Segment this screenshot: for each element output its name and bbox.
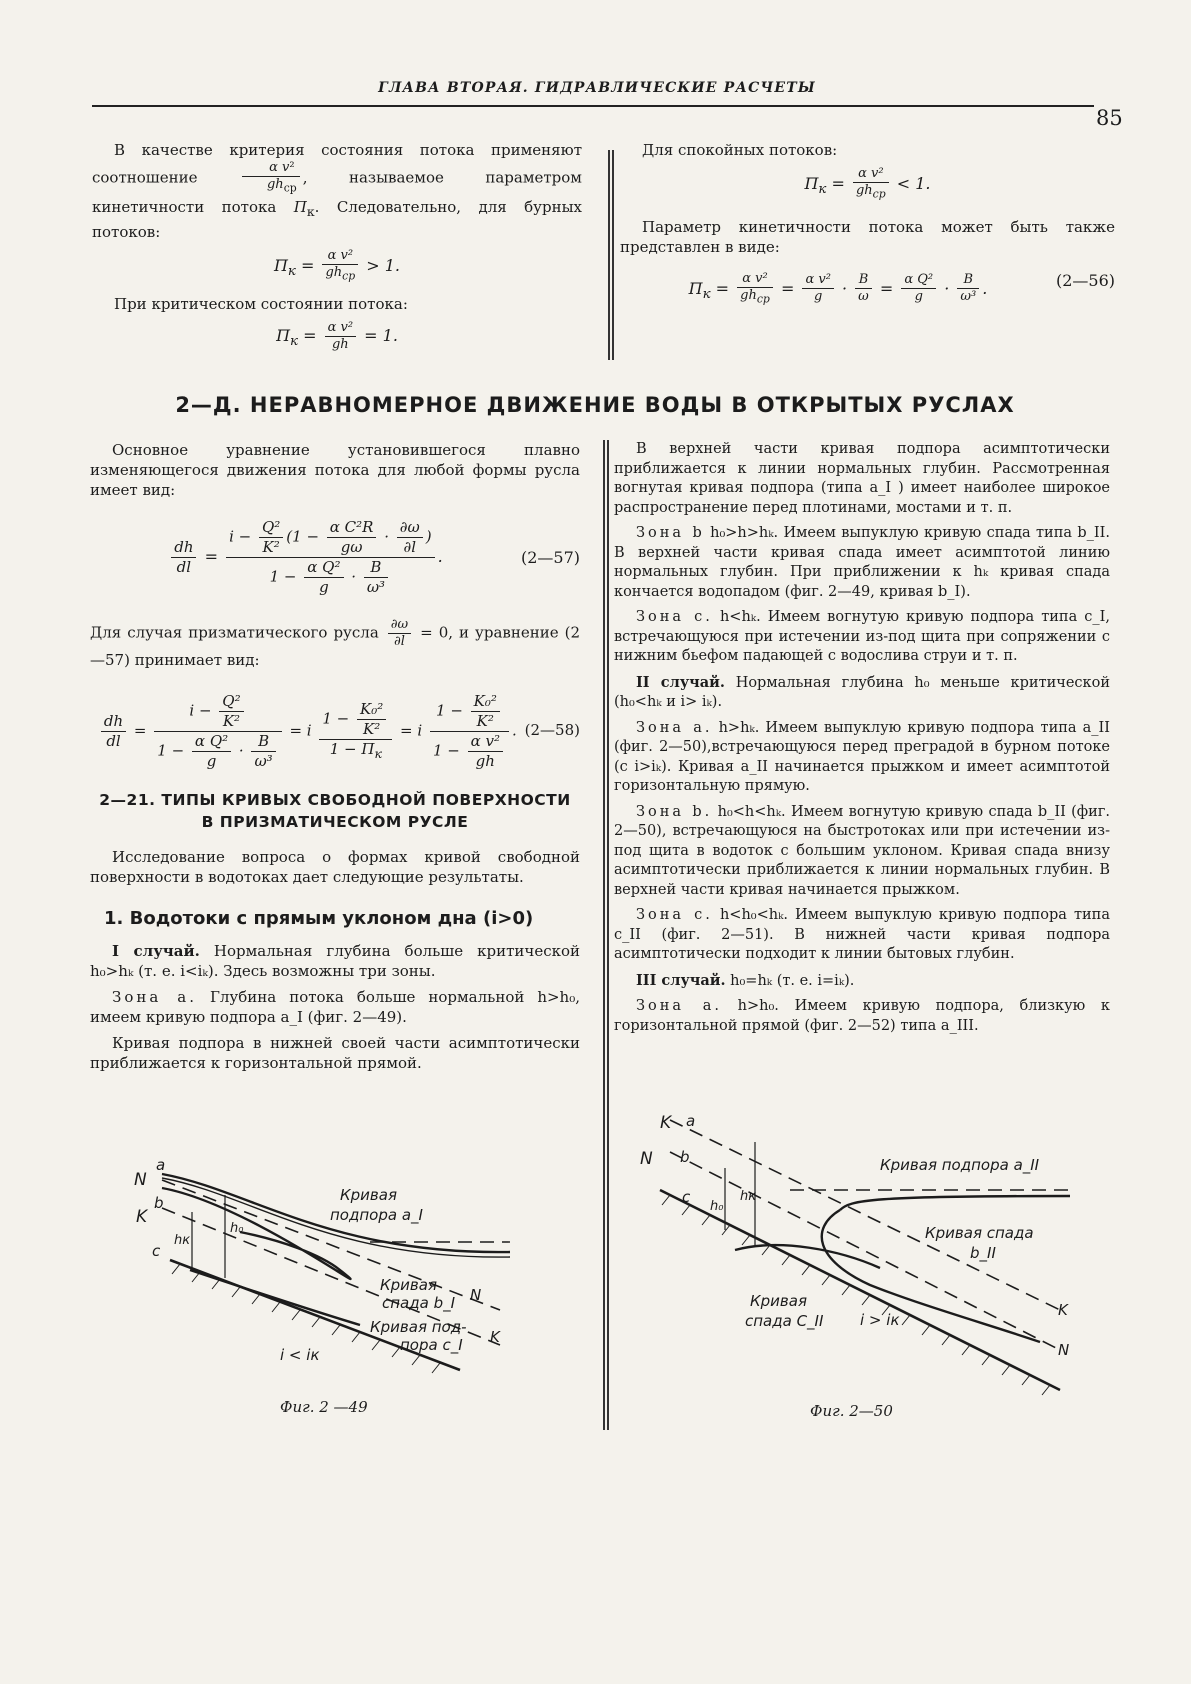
fig49-label-N: N xyxy=(134,1170,147,1190)
fig49-curve-a1-line2: подпора a_I xyxy=(330,1206,423,1224)
text: Нормальная глубина h₀ меньше критической (h₀<hₖ и i> iₖ). xyxy=(614,674,1110,710)
zone-label: Зона a. xyxy=(112,988,197,1006)
figure-caption: Фиг. 2 —49 xyxy=(280,1398,368,1416)
fig50-label-N: N xyxy=(640,1149,653,1169)
paragraph xyxy=(614,524,1110,602)
subsection-title xyxy=(90,789,580,833)
fig50-label-N2: N xyxy=(1058,1341,1070,1359)
fig50-label-a: a xyxy=(686,1112,696,1130)
fig49-label-c: c xyxy=(152,1242,161,1260)
zone-label: Зона a. xyxy=(636,998,722,1014)
paragraph xyxy=(614,803,1110,901)
text: , называемое параметром кинетичности потока xyxy=(92,168,582,216)
paragraph xyxy=(614,673,1110,713)
column-divider xyxy=(612,150,614,360)
top-right-column xyxy=(620,140,1115,317)
zone-label: Зона c. xyxy=(636,907,713,923)
text: h<h₀<hₖ. Имеем выпуклую кривую подпора типа c_II (фиг. 2—51). В нижней части кривая подпора асимптотически подходит к линии бытовых глубин. xyxy=(614,907,1110,962)
paragraph: В верхней части кривая подпора асимптотически приближается к линии нормальных глубин. Рассмотренная вогнутая кривая подпора (типа a_I ) имеет наиболее широкое распространение перед плотинами, мостами и т. п. xyxy=(614,441,1110,516)
text: Нормальная глубина больше критической h₀>hₖ (т. е. i<iₖ). Здесь возможны три зоны. xyxy=(90,942,580,980)
paragraph: Исследование вопроса о формах кривой свободной поверхности в водотоках дает следующие результаты. xyxy=(90,848,580,886)
figure-2-49 xyxy=(130,1160,570,1410)
fig49-curve-b1-line2: спада b_I xyxy=(382,1294,456,1312)
fig49-label-K2: K xyxy=(490,1328,500,1346)
fig50-curve-b2-line1: Кривая спада xyxy=(925,1224,1034,1242)
fig50-curve-b2-line2: b_II xyxy=(970,1244,996,1262)
formula-turbulent: $П_к$ = $\frac{\text{α v²}}{gh_{ср}}$ > 1. xyxy=(273,247,401,283)
fig49-label-N2: N xyxy=(470,1286,482,1304)
text: h₀=hₖ (т. е. i=iₖ). xyxy=(730,972,855,989)
fig49-curve-b1-line1: Кривая xyxy=(380,1276,437,1294)
paragraph xyxy=(614,906,1110,965)
text: Для случая призматического русла xyxy=(90,623,379,642)
equation-number: (2—57) xyxy=(520,548,580,567)
channel-bed xyxy=(660,1190,1060,1390)
paragraph: Основное уравнение установившегося плавно изменяющегося движения потока для любой формы русла имеет вид: xyxy=(90,441,580,499)
fig50-slope-label: i > iк xyxy=(860,1311,900,1329)
fig49-label-hk: hк xyxy=(174,1233,191,1248)
column-divider xyxy=(603,440,605,1430)
fig49-label-a: a xyxy=(156,1160,166,1174)
figure-caption: Фиг. 2—50 xyxy=(810,1402,893,1420)
equation-number: (2—58) xyxy=(524,721,580,739)
text: h>hₖ. Имеем выпуклую кривую подпора типа a_II (фиг. 2—50),встречающуюся перед преградой в бурном потоке (с i>iₖ). Кривая a_II начинается прыжком и имеет асимптотой горизонтальную прямую. xyxy=(614,719,1111,794)
formula-calm: $П_к$ = $\frac{\text{α v²}}{gh_{ср}}$ < 1. xyxy=(804,166,931,201)
subsubsection-title: 1. Водотоки с прямым уклоном дна (i>0) xyxy=(104,908,534,929)
formula-2-56: $П_к$ = $\frac{\text{α v²}}{gh_{ср}}$ = $\frac{\text{α v²}}{g}$ · $\frac{B}{\omega}$ = $\frac{\text{α Q²}}{g}$ · $\frac{B}{\text{ω³}}$ . (2—56) xyxy=(688,270,1115,306)
column-divider xyxy=(607,440,609,1430)
normal-depth-line xyxy=(162,1180,500,1310)
paragraph xyxy=(614,997,1110,1036)
formula-2-58: $\frac{dh}{dl}$ = i − $\frac{\text{Q²}}{\text{K²}}$ 1 − $\frac{\text{α Q²}}{g}$ · $\frac{B}{\text{ω³}}$ = i 1 − $\frac{\text{K₀²}}{\text{K²}}$ $1 - П_к$ = i 1 − $\frac{\text{K₀²}}{\text{K²}}$ 1 − $\frac{\text{α v²}}{gh}$ . (2—58) xyxy=(90,692,580,771)
paragraph: Параметр кинетичности потока может быть также представлен в виде: xyxy=(620,217,1115,256)
fig49-curve-c1-line1: Кривая под- xyxy=(370,1318,467,1336)
zone-label: Зона b. xyxy=(636,803,713,820)
section-title: 2—Д. НЕРАВНОМЕРНОЕ ДВИЖЕНИЕ ВОДЫ В ОТКРЫТЫХ РУСЛАХ xyxy=(175,393,1015,417)
fig50-label-hk: hк xyxy=(740,1189,757,1204)
zone-label: Зона c. xyxy=(636,609,713,625)
fraction: $\frac{\text{α v²}}{gh_{ср}}$ xyxy=(242,160,300,197)
column-divider xyxy=(608,150,610,360)
paragraph xyxy=(614,608,1110,667)
paragraph: Для спокойных потоков: xyxy=(642,141,838,159)
fig49-label-h0: h₀ xyxy=(230,1221,244,1236)
paragraph xyxy=(90,987,580,1027)
subsection-title-line: В ПРИЗМАТИЧЕСКОМ РУСЛЕ xyxy=(201,813,469,831)
paragraph: Для случая призматического русла $\frac{\partial\omega}{\partial l}$ = 0, и уравнение (2—57) принимает вид: xyxy=(90,617,580,669)
equation-number: (2—56) xyxy=(1055,270,1115,290)
fig50-curve-a2: Кривая подпора a_II xyxy=(880,1156,1040,1174)
paragraph xyxy=(614,719,1110,797)
fig50-label-b: b xyxy=(680,1148,690,1166)
left-column xyxy=(90,440,580,1079)
zone-label: Зона a. xyxy=(636,719,713,736)
text: h₀>h>hₖ. Имеем выпуклую кривую спада типа b_II. В верхней части кривая спада имеет асимптотой линию нормальных глубин. При приближении к hₖ кривая спада кончается водопадом (фиг. 2—49, кривая b_I). xyxy=(614,525,1110,600)
fig49-curve-c1-line2: пора c_I xyxy=(400,1336,463,1354)
right-column xyxy=(614,440,1110,1042)
page-number: 85 xyxy=(1096,106,1123,130)
fig49-curve-a1-line1: Кривая xyxy=(340,1186,397,1204)
figure-2-50 xyxy=(640,1110,1090,1400)
fig50-label-h0: h₀ xyxy=(710,1199,724,1214)
case-label: II случай. xyxy=(636,673,725,691)
paragraph: Кривая подпора в нижней своей части асимптотически приближается к горизонтальной прямой. xyxy=(90,1034,580,1072)
fig50-label-K2: K xyxy=(1058,1301,1068,1319)
running-head: ГЛАВА ВТОРАЯ. ГИДРАВЛИЧЕСКИЕ РАСЧЕТЫ xyxy=(378,80,816,96)
paragraph: В качестве критерия состояния потока применяют соотношение $\frac{\text{α v²}}{gh_{ср}}$ , называемое параметром кинетичности потока $П_к$. Следовательно, для бурных потоков: xyxy=(92,141,582,241)
fig49-label-b: b xyxy=(154,1194,164,1212)
fig49-label-K: K xyxy=(136,1207,148,1227)
zone-label: Зона b xyxy=(636,525,705,541)
fig50-curve-c2-line1: Кривая xyxy=(750,1292,807,1310)
case-label: III случай. xyxy=(636,971,726,989)
fig50-label-K: K xyxy=(660,1113,672,1133)
formula-2-57: $\frac{dh}{dl}$ = i − $\frac{\text{Q²}}{\text{K²}}$ (1 − $\frac{\text{α C²R}}{g\omega}$ · $\frac{\partial\omega}{\partial l}$ ) 1 − $\frac{\text{α Q²}}{g}$ · $\frac{B}{\text{ω³}}$ . (2—57) xyxy=(90,518,580,597)
text: = 0, и уравнение (2—57) принимает вид: xyxy=(90,623,580,669)
curve-a2 xyxy=(840,1196,1070,1210)
formula-critical: $П_к$ = $\frac{\text{α v²}}{gh}$ = 1. xyxy=(276,320,398,353)
fig50-curve-c2-line2: спада C_II xyxy=(745,1312,824,1330)
case-label: I случай. xyxy=(112,942,200,960)
text: В качестве критерия состояния потока применяют соотношение xyxy=(92,141,582,187)
text: . Следовательно, для бурных потоков: xyxy=(92,197,582,241)
text: Глубина потока больше нормальной h>h₀, имеем кривую подпора a_I (фиг. 2—49). xyxy=(90,988,580,1026)
fig49-slope-label: i < iк xyxy=(280,1346,320,1364)
subsection-title-line: 2—21. ТИПЫ КРИВЫХ СВОБОДНОЙ ПОВЕРХНОСТИ xyxy=(99,791,571,809)
paragraph: При критическом состоянии потока: xyxy=(114,295,408,314)
text: h>h₀. Имеем кривую подпора, близкую к горизонтальной прямой (фиг. 2—52) типа a_III. xyxy=(614,998,1110,1034)
paragraph xyxy=(90,941,580,981)
paragraph xyxy=(614,971,1110,992)
text: h₀<h<hₖ. Имеем вогнутую кривую спада b_II (фиг. 2—50), встречающуюся на быстротоках или при истечении из-под щита в водоток с большим уклоном. Кривая спада внизу асимптотически приближается к линии нормальных глубин. В верхней части кривая начинается прыжком. xyxy=(614,803,1111,898)
curve-b1 xyxy=(162,1188,351,1279)
top-left-column xyxy=(92,140,582,363)
header-rule xyxy=(92,105,1094,107)
text: h<hₖ. Имеем вогнутую кривую подпора типа c_I, встречающуюся при истечении из-под щита при сопряжении с нижним бьефом падающей с водослива струи и т. п. xyxy=(614,609,1110,664)
fig50-label-c: c xyxy=(682,1188,691,1206)
